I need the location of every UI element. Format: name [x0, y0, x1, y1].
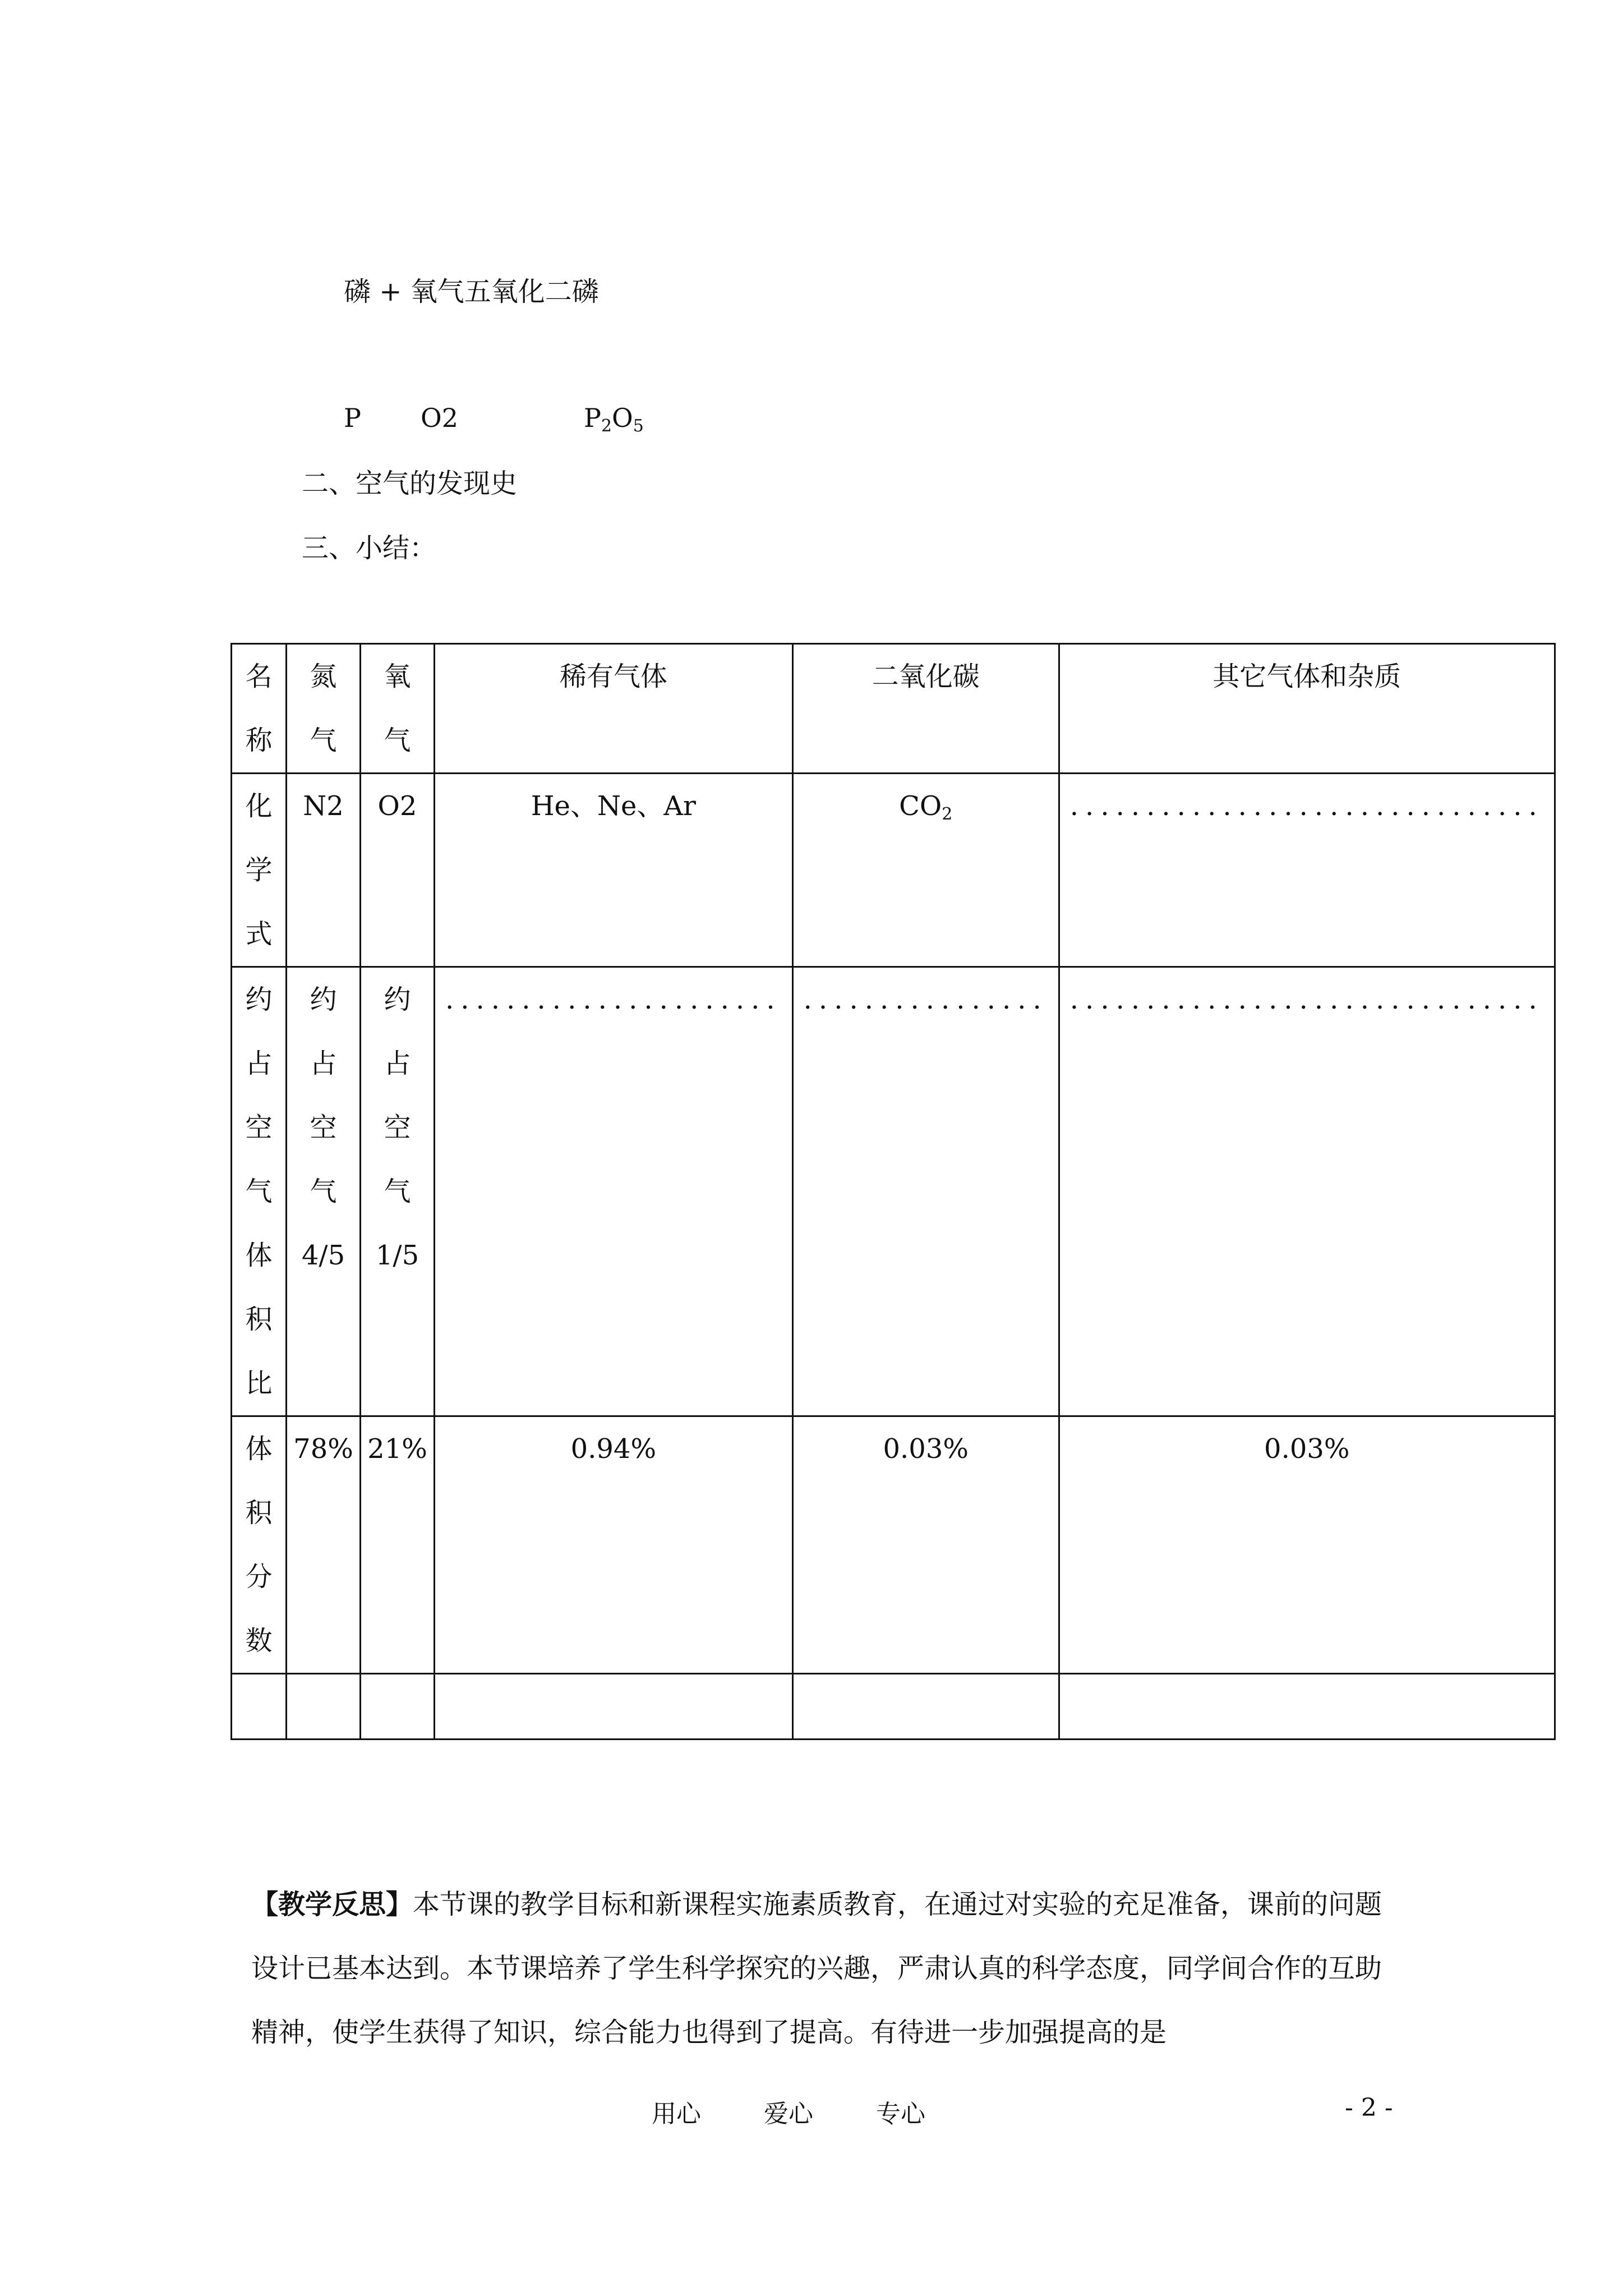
- word-equation: 磷 + 氧气五氧化二磷: [344, 276, 599, 307]
- empty-cell: [361, 1674, 435, 1740]
- formula-oxygen: O2: [421, 403, 458, 433]
- ratio-oxygen-cell: 约占空气1/5: [361, 967, 435, 1416]
- reflection-text: 本节课的教学目标和新课程实施素质教育，在通过对实验的充足准备，课前的问题设计已基本达到。本节课培养了学生科学探究的兴趣，严肃认真的科学态度，同学间合作的互助精神，使学生获得了知识，综合能力也得到了提高。有待进一步加强提高的是: [251, 1889, 1382, 2048]
- section-heading-discovery: 二、空气的发现史: [302, 468, 518, 499]
- footer-word-1: 用心: [652, 2100, 701, 2128]
- header-carbon-dioxide: 二氧化碳: [792, 644, 1059, 774]
- page-footer: [0, 2093, 1623, 2127]
- row-label-volume-fraction: 体积分数: [232, 1416, 287, 1674]
- formula-noble-cell: He、Ne、Ar: [435, 774, 793, 967]
- table-header-row: [232, 644, 1555, 774]
- formula-others-blank: ...............................: [1059, 774, 1555, 967]
- empty-cell: [287, 1674, 361, 1740]
- ratio-others-blank: ...............................: [1059, 967, 1555, 1416]
- formula-phosphorus-pentoxide: $P_2O_5$: [584, 403, 644, 436]
- empty-cell: [1059, 1674, 1555, 1740]
- formula-oxygen-cell: O2: [361, 774, 435, 967]
- header-noble-gases: 稀有气体: [435, 644, 793, 774]
- empty-cell: [792, 1674, 1059, 1740]
- fraction-nitrogen-cell: 78%: [287, 1416, 361, 1674]
- formula-nitrogen-cell: N2: [287, 774, 361, 967]
- footer-word-3: 专心: [876, 2100, 925, 2128]
- air-composition-table: [230, 643, 1556, 1740]
- header-oxygen: 氧气: [361, 644, 435, 774]
- formula-phosphorus: P: [344, 403, 361, 433]
- fraction-noble-cell: 0.94%: [435, 1416, 793, 1674]
- row-label-formula: 化学式: [232, 774, 287, 967]
- ratio-nitrogen-cell: 约占空气4/5: [287, 967, 361, 1416]
- page-number: - 2 -: [1345, 2093, 1393, 2122]
- empty-cell: [435, 1674, 793, 1740]
- fraction-oxygen-cell: 21%: [361, 1416, 435, 1674]
- fraction-co2-cell: 0.03%: [792, 1416, 1059, 1674]
- teaching-reflection-paragraph: [251, 1872, 1390, 2064]
- ratio-noble-blank: ......................: [435, 967, 793, 1416]
- empty-cell: [232, 1674, 287, 1740]
- section-heading-summary: 三、小结：: [302, 532, 437, 564]
- header-nitrogen: 氮气: [287, 644, 361, 774]
- table-row-formula: [232, 774, 1555, 967]
- row-label-volume-ratio: 约占空气体积比: [232, 967, 287, 1416]
- header-other-gases: 其它气体和杂质: [1059, 644, 1555, 774]
- table-row-volume-ratio: [232, 967, 1555, 1416]
- footer-word-2: 爱心: [764, 2100, 813, 2128]
- fraction-others-cell: 0.03%: [1059, 1416, 1555, 1674]
- formula-co2-cell: $CO_2$: [792, 774, 1059, 967]
- reflection-tag: 【教学反思】: [251, 1889, 413, 1920]
- header-name: 名称: [232, 644, 287, 774]
- table-row-volume-fraction: [232, 1416, 1555, 1674]
- ratio-co2-blank: ................: [792, 967, 1059, 1416]
- table-row-empty: [232, 1674, 1555, 1740]
